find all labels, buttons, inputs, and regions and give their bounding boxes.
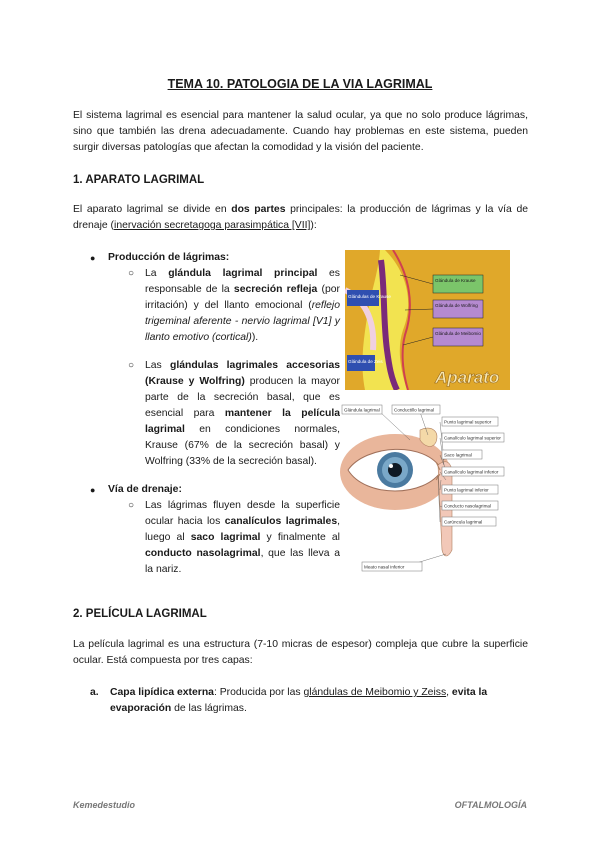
list-marker: a. <box>90 687 99 698</box>
footer-brand: Kemedestudio <box>73 800 136 810</box>
fig2-label-6: Punto lagrimal inferior <box>444 487 489 493</box>
section1-lead: El aparato lagrimal se divide en dos partes principales: la producción de lágrimas y la vía de drenaje (inervación secretagoga parasimpática [VII]): <box>73 204 529 231</box>
fig2-label-1: Conductillo lagrimal <box>394 407 435 413</box>
fig2-label-3: Canalículo lagrimal superior <box>444 435 501 441</box>
sub-bullet-circle: ○ <box>128 500 135 511</box>
fig2-label-4: Saco lagrimal <box>444 452 472 458</box>
innervation-note: inervación secretagoga parasimpática [VII] <box>114 220 311 231</box>
fig1-label-krause: Glándula de Krause <box>435 278 476 283</box>
sub-bullet-circle: ○ <box>128 268 135 279</box>
fig1-label-zeis: Glándula de Zeis <box>348 359 383 364</box>
fig1-label-krause-left: Glándulas de Krause <box>348 294 391 299</box>
fig2-label-0: Glándula lagrimal <box>344 407 380 413</box>
fig1-label-meibomio: Glándula de Meibomio <box>435 331 481 336</box>
list-item-text: Capa lipídica externa: Producida por las glándulas de Meibomio y Zeiss, evita la evaporación de las lágrimas. <box>110 687 488 714</box>
eyelid-glands-illustration <box>345 250 510 390</box>
footer-subject: OFTALMOLOGÍA <box>454 800 527 810</box>
sub-text: Las lágrimas fluyen desde la superficie ocular hacia los canalículos lagrimales, luego al saco lagrimal y finalmente al conducto nasolagrimal, que las lleva a la nariz. <box>145 500 341 575</box>
fig2-label-2: Punto lagrimal superior <box>444 419 492 425</box>
section2-lead: La película lagrimal es una estructura (7-10 micras de espesor) compleja que cubre la superficie ocular. Está compuesta por tres capas: <box>73 639 528 666</box>
fig2-label-5: Canalículo lagrimal inferior <box>444 469 499 475</box>
bullet-dot: ● <box>90 485 96 495</box>
page-title: TEMA 10. PATOLOGIA DE LA VIA LAGRIMAL <box>167 77 433 91</box>
fig2-label-8: Carúncula lagrimal <box>444 519 483 525</box>
section-heading-pelicula: 2. PELÍCULA LAGRIMAL <box>73 608 207 620</box>
intro-paragraph: El sistema lagrimal es esencial para mantener la salud ocular, ya que no solo produce lágrimas, sino que también las drena adecuadamente. Cuando hay problemas en este sistema, pueden surgir diversas patologías que afectan la comodidad y la visión del paciente. <box>73 110 528 153</box>
section-heading-aparato: 1. APARATO LAGRIMAL <box>73 174 205 186</box>
figure-lacrimal-apparatus <box>340 400 512 578</box>
bullet-dot: ● <box>90 253 96 263</box>
fig2-label-7: Conducto nasolagrimal <box>444 503 491 509</box>
fig2-label-9: Meato nasal inferior <box>364 564 405 570</box>
figure-eyelid-glands <box>345 250 510 390</box>
lacrimal-apparatus-illustration <box>340 400 512 578</box>
fig1-label-wolfring: Glándula de Wolfring <box>435 303 478 308</box>
bullet-label: Producción de lágrimas: <box>108 252 230 263</box>
sub-text: Las glándulas lagrimales accesorias (Krause y Wolfring) producen la mayor parte de la secreción basal, que es esencial para mantener la película lagrimal en condiciones normales, Krause (67% de la secreción basal) y Wolfring (33% de la secreción basal). <box>145 360 341 467</box>
sub-bullet-circle: ○ <box>128 360 135 371</box>
bullet-label: Vía de drenaje: <box>108 484 182 495</box>
fig1-caption: Aparato <box>435 368 500 387</box>
sub-text: La glándula lagrimal principal es responsable de la secreción refleja (por irritación) y del llanto emocional (reflejo trigeminal aferente - nervio lagrimal [V1] y llanto emotivo (cortical)). <box>145 268 340 343</box>
